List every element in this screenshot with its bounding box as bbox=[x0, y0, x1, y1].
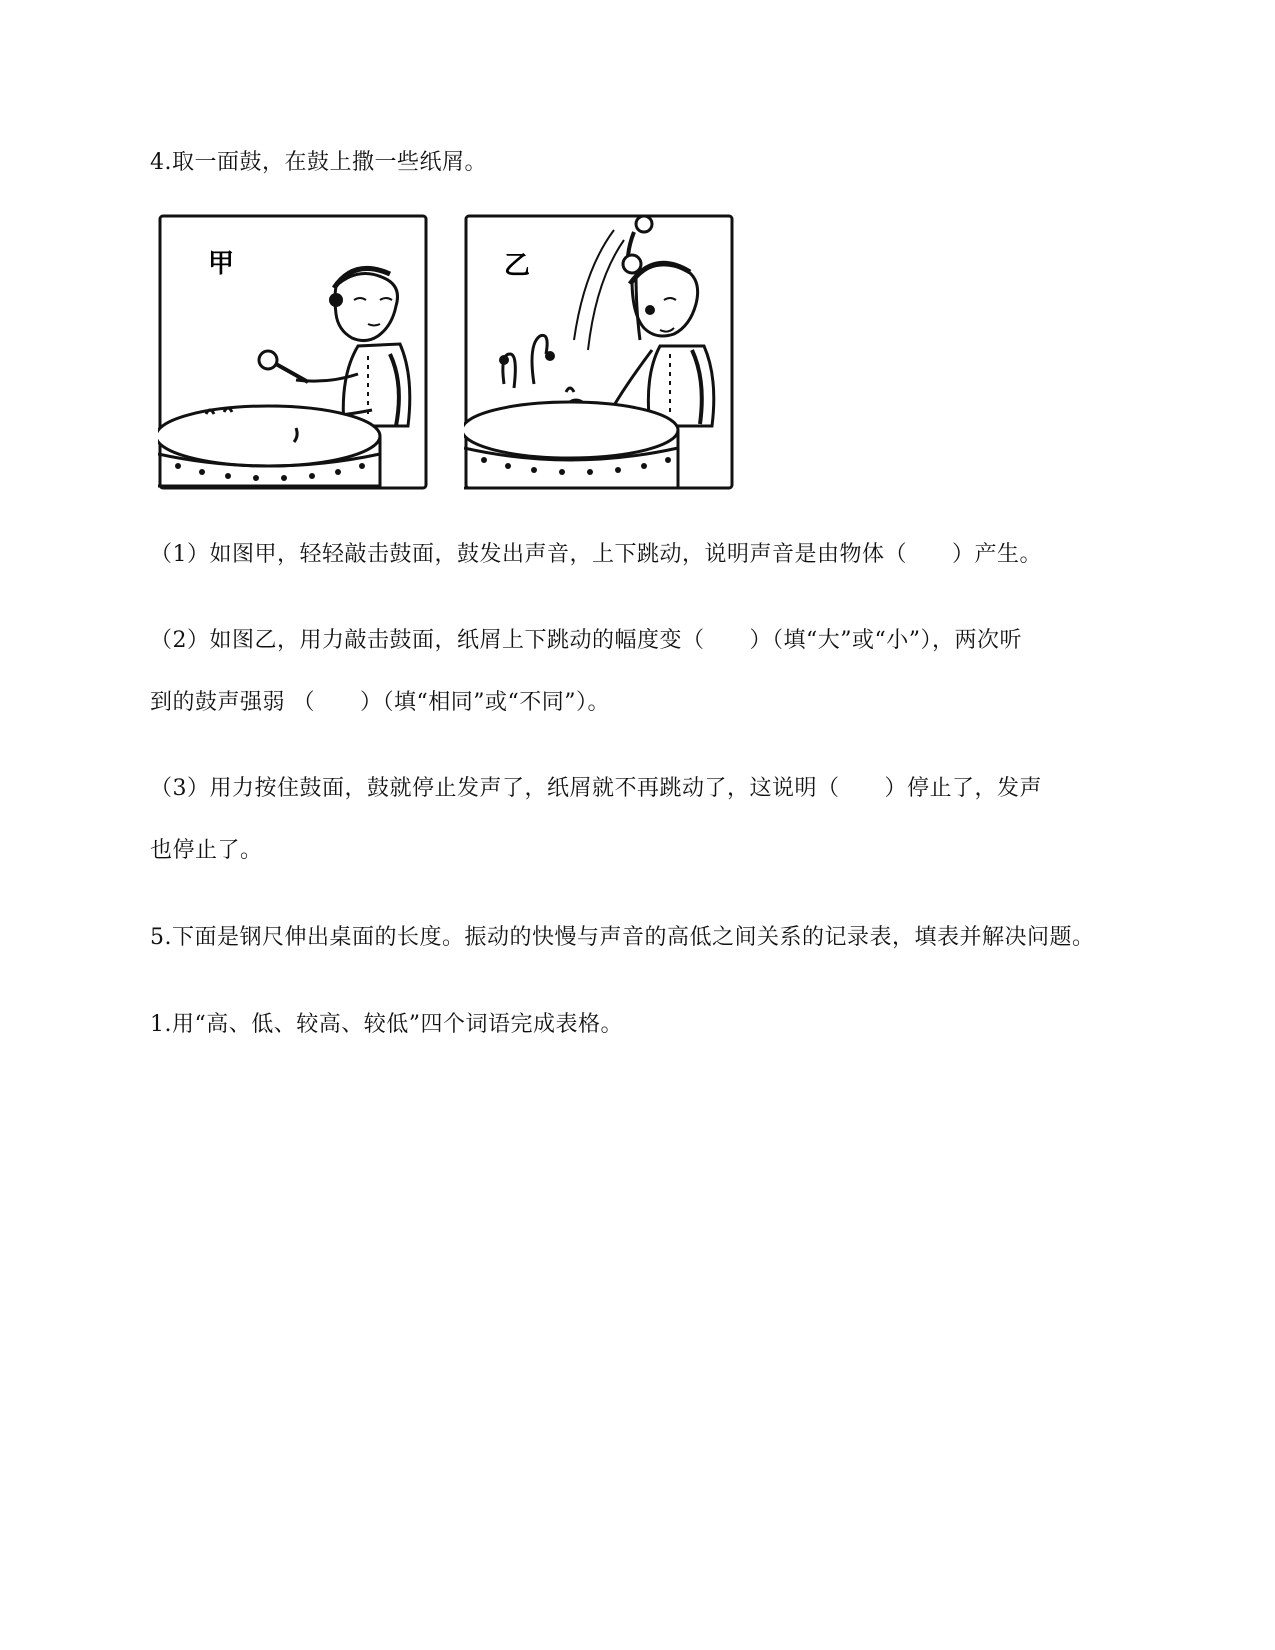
question-5-instruction: 1.用“高、低、较高、较低”四个词语完成表格。 bbox=[150, 1012, 623, 1037]
figure-panel-jia bbox=[158, 214, 430, 494]
drum-illustration-hard-strike bbox=[464, 214, 736, 494]
panel-label-yi: 乙 bbox=[504, 251, 531, 281]
figure-panel-yi bbox=[464, 214, 736, 494]
drum-illustration-light-tap bbox=[158, 214, 430, 494]
question-4-sub-1: （1）如图甲，轻轻敲击鼓面，鼓发出声音，上下跳动，说明声音是由物体（ ）产生。 bbox=[150, 542, 1043, 567]
question-4-sub-3-line-2: 也停止了。 bbox=[150, 838, 263, 863]
panel-label-jia: 甲 bbox=[208, 249, 235, 279]
question-5-title: 5.下面是钢尺伸出桌面的长度。振动的快慢与声音的高低之间关系的记录表，填表并解决问题。 bbox=[150, 925, 1095, 950]
question-4-sub-2-line-1: （2）如图乙，用力敲击鼓面，纸屑上下跳动的幅度变（ ）（填“大”或“小”），两次听 bbox=[150, 628, 1022, 653]
question-4-title: 4.取一面鼓，在鼓上撒一些纸屑。 bbox=[150, 150, 487, 175]
question-4-sub-3-line-1: （3）用力按住鼓面，鼓就停止发声了，纸屑就不再跳动了，这说明（ ）停止了，发声 bbox=[150, 776, 1043, 801]
question-4-sub-2-line-2: 到的鼓声强弱 （ ）（填“相同”或“不同”）。 bbox=[150, 690, 610, 715]
